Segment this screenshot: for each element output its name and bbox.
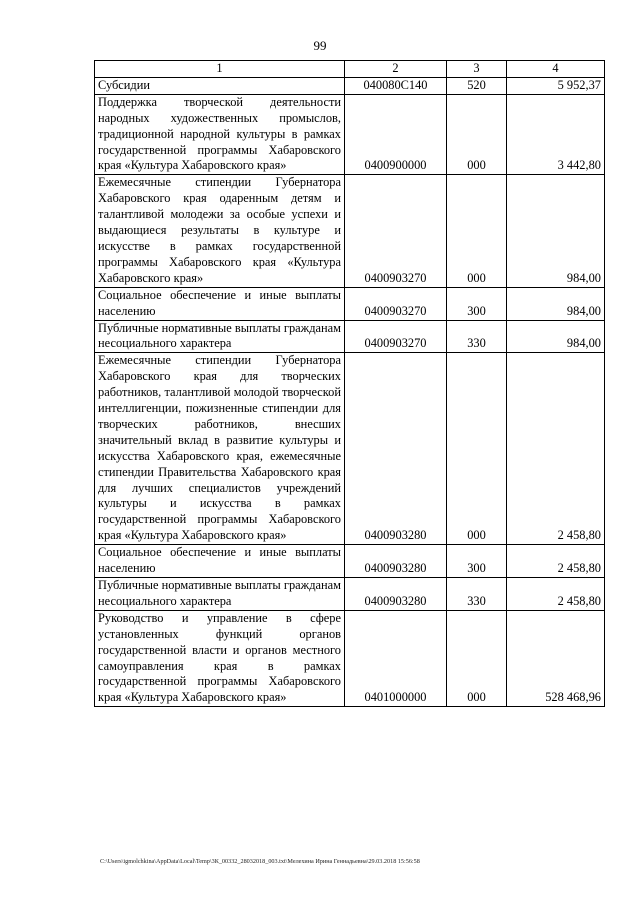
row-code-cell: 0400903270 <box>345 175 447 287</box>
row-code-cell: 0400903280 <box>345 353 447 545</box>
row-name-cell: Ежемесячные стипендии Губернатора Хабаровского края для творческих работников, талантливой молодой творческой интеллигенции, пожизненные стипендии для творческих работников, внесших значительный вклад в развитие культуры и искусства Хабаровского края, ежемесячные стипендии Правительства Хабаровского края для лучших специалистов учреждений культуры и искусства в рамках государственной программы Хабаровского края «Культура Хабаровского края» <box>95 353 345 545</box>
header-col-1: 1 <box>95 61 345 78</box>
row-type-cell: 000 <box>447 610 507 706</box>
table-row <box>95 287 605 320</box>
table-row <box>95 320 605 353</box>
row-type-cell: 330 <box>447 320 507 353</box>
row-amount-cell: 984,00 <box>507 175 605 287</box>
header-col-4: 4 <box>507 61 605 78</box>
row-type-cell: 000 <box>447 175 507 287</box>
row-type-cell: 000 <box>447 94 507 175</box>
row-name-cell: Публичные нормативные выплаты гражданам несоциального характера <box>95 578 345 611</box>
row-amount-cell: 5 952,37 <box>507 77 605 94</box>
table-row <box>95 353 605 545</box>
row-type-cell: 520 <box>447 77 507 94</box>
row-name-cell: Субсидии <box>95 77 345 94</box>
row-code-cell: 040080С140 <box>345 77 447 94</box>
row-name-cell: Руководство и управление в сфере установленных функций органов государственной власти и органов местного самоуправления края в рамках государственной программы Хабаровского края «Культура Хабаровского края» <box>95 610 345 706</box>
row-name-cell: Социальное обеспечение и иные выплаты населению <box>95 545 345 578</box>
table-row <box>95 610 605 706</box>
table-row <box>95 77 605 94</box>
row-amount-cell: 3 442,80 <box>507 94 605 175</box>
row-name-cell: Публичные нормативные выплаты гражданам несоциального характера <box>95 320 345 353</box>
table-row <box>95 578 605 611</box>
table-body <box>95 61 605 707</box>
budget-table <box>94 60 605 707</box>
row-name-cell: Ежемесячные стипендии Губернатора Хабаровского края одаренным детям и талантливой молодежи за особые успехи и выдающиеся результаты в культуре и искусстве в рамках государственной программы Хабаровского края «Культура Хабаровского края» <box>95 175 345 287</box>
row-amount-cell: 2 458,80 <box>507 545 605 578</box>
header-col-3: 3 <box>447 61 507 78</box>
table-row <box>95 175 605 287</box>
row-code-cell: 0400903270 <box>345 287 447 320</box>
row-name-cell: Социальное обеспечение и иные выплаты населению <box>95 287 345 320</box>
row-type-cell: 300 <box>447 545 507 578</box>
header-col-2: 2 <box>345 61 447 78</box>
row-type-cell: 300 <box>447 287 507 320</box>
page-number: 99 <box>313 38 327 53</box>
row-amount-cell: 984,00 <box>507 287 605 320</box>
table-row <box>95 545 605 578</box>
row-code-cell: 0400903280 <box>345 578 447 611</box>
table-row <box>95 94 605 175</box>
footer-file-path: C:\Users\igmolchkina\AppData\Local\Temp\3К_00332_28032018_003.txt\Мелехина Ирина Геннадьевна\29.03.2018 15:56:58 <box>100 858 420 865</box>
row-amount-cell: 2 458,80 <box>507 578 605 611</box>
row-code-cell: 0400903280 <box>345 545 447 578</box>
row-amount-cell: 2 458,80 <box>507 353 605 545</box>
row-code-cell: 0400900000 <box>345 94 447 175</box>
row-amount-cell: 984,00 <box>507 320 605 353</box>
row-code-cell: 0400903270 <box>345 320 447 353</box>
row-type-cell: 330 <box>447 578 507 611</box>
row-type-cell: 000 <box>447 353 507 545</box>
row-amount-cell: 528 468,96 <box>507 610 605 706</box>
table-header-row <box>95 61 605 78</box>
row-name-cell: Поддержка творческой деятельности народных художественных промыслов, традиционной народной культуры в рамках государственной программы Хабаровского края «Культура Хабаровского края» <box>95 94 345 175</box>
row-code-cell: 0401000000 <box>345 610 447 706</box>
